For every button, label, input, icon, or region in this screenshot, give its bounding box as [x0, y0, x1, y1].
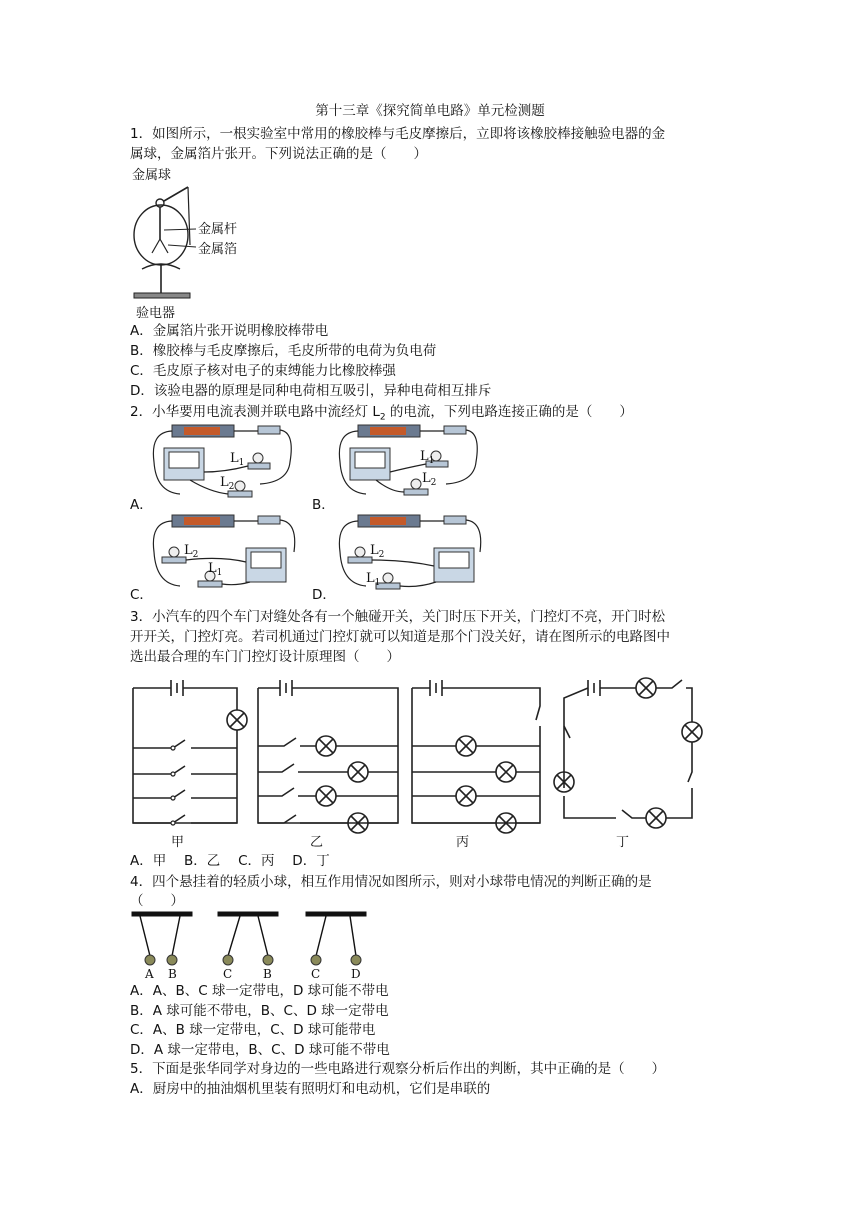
circuit-diagram-yi [258, 678, 403, 848]
hanging-balls-figure [130, 912, 370, 980]
label-metal-rod: 金属杆 [198, 222, 238, 237]
q4-option-d: D．A 球一定带电，B、C、D 球可能不带电 [130, 1042, 390, 1058]
q1-stem-line1: 1．如图所示，一根实验室中常用的橡胶棒与毛皮摩擦后，立即将该橡胶棒接触验电器的金 [130, 126, 666, 142]
q2-option-d: D． [312, 587, 336, 603]
page-title: 第十三章《探究简单电路》单元检测题 [315, 103, 545, 119]
circuit-label-ding: 丁 [616, 835, 630, 850]
ball-label: C [311, 967, 321, 981]
q3-stem-line1: 3．小汽车的四个车门对缝处各有一个触碰开关，关门时压下开关，门控灯不亮，开门时松 [130, 609, 666, 625]
label-metal-foil: 金属箔 [198, 242, 238, 257]
ball-label: A [145, 967, 154, 981]
q1-option-a: A．金属箔片张开说明橡胶棒带电 [130, 323, 329, 339]
q2-stem-subscript: 2 [379, 412, 386, 423]
q3-stem-line2: 开开关，门控灯亮。若司机通过门控灯就可以知道是那个门没关好，请在图所示的电路图中 [130, 629, 670, 645]
q2-stem-prefix: 2．小华要用电流表测并联电路中流经灯 L [130, 404, 380, 420]
q4-stem-line1: 4．四个悬挂着的轻质小球，相互作用情况如图所示，则对小球带电情况的判断正确的是 [130, 874, 652, 890]
ball-label: B [168, 967, 177, 981]
circuit-label-bing: 丙 [456, 835, 470, 850]
lamp-l2-label: $L_2$ [370, 543, 385, 560]
q2-option-b: B． [312, 497, 335, 513]
q2-circuit-a [150, 422, 300, 500]
circuit-diagram-bing [412, 678, 557, 848]
q1-option-c: C．毛皮原子核对电子的束缚能力比橡胶棒强 [130, 363, 396, 379]
lamp-l2-label: $L_2$ [184, 543, 199, 560]
circuit-label-yi: 乙 [310, 835, 324, 850]
q2-stem-suffix: 的电流，下列电路连接正确的是（ ） [385, 404, 633, 420]
lamp-l2-label: $L_2$ [220, 475, 235, 492]
lamp-l1-label: $L_1$ [230, 451, 245, 468]
circuit-label-jia: 甲 [171, 835, 185, 850]
q4-option-b: B．A 球可能不带电，B、C、D 球一定带电 [130, 1003, 389, 1019]
lamp-l1-label: $L_1$ [420, 449, 435, 466]
q2-option-a: A． [130, 497, 153, 513]
q2-option-c: C． [130, 587, 153, 603]
q5-stem: 5．下面是张华同学对身边的一些电路进行观察分析后作出的判断，其中正确的是（ ） [130, 1061, 666, 1077]
q4-option-c: C．A、B 球一定带电，C、D 球可能带电 [130, 1022, 376, 1038]
circuit-diagram-ding [560, 678, 710, 848]
q2-circuit-c [150, 512, 300, 592]
q2-circuit-b [336, 422, 486, 500]
q3-options: A．甲 B．乙 C．丙 D．丁 [130, 853, 330, 869]
ball-label: D [351, 967, 361, 981]
label-metal-ball: 金属球 [132, 168, 172, 183]
q1-option-d: D．该验电器的原理是同种电荷相互吸引，异种电荷相互排斥 [130, 383, 492, 399]
lamp-l1-label: $L_1$ [208, 561, 223, 578]
label-electroscope: 验电器 [136, 306, 176, 321]
q4-stem-line2: （ ） [130, 893, 184, 909]
q3-stem-line3: 选出最合理的车门门控灯设计原理图（ ） [130, 649, 400, 665]
q1-stem-line2: 属球，金属箔片张开。下列说法正确的是（ ） [130, 146, 427, 162]
lamp-l1-label: $L_1$ [366, 571, 381, 588]
lamp-l2-label: $L_2$ [422, 471, 437, 488]
q5-option-a: A．厨房中的抽油烟机里装有照明灯和电动机，它们是串联的 [130, 1081, 491, 1097]
q4-option-a: A．A、B、C 球一定带电，D 球可能不带电 [130, 983, 389, 999]
ball-label: B [263, 967, 272, 981]
q2-circuit-d [336, 512, 486, 592]
q1-option-b: B．橡胶棒与毛皮摩擦后，毛皮所带的电荷为负电荷 [130, 343, 437, 359]
electroscope-figure [128, 165, 268, 325]
ball-label: C [223, 967, 233, 981]
circuit-diagram-jia [133, 678, 243, 848]
